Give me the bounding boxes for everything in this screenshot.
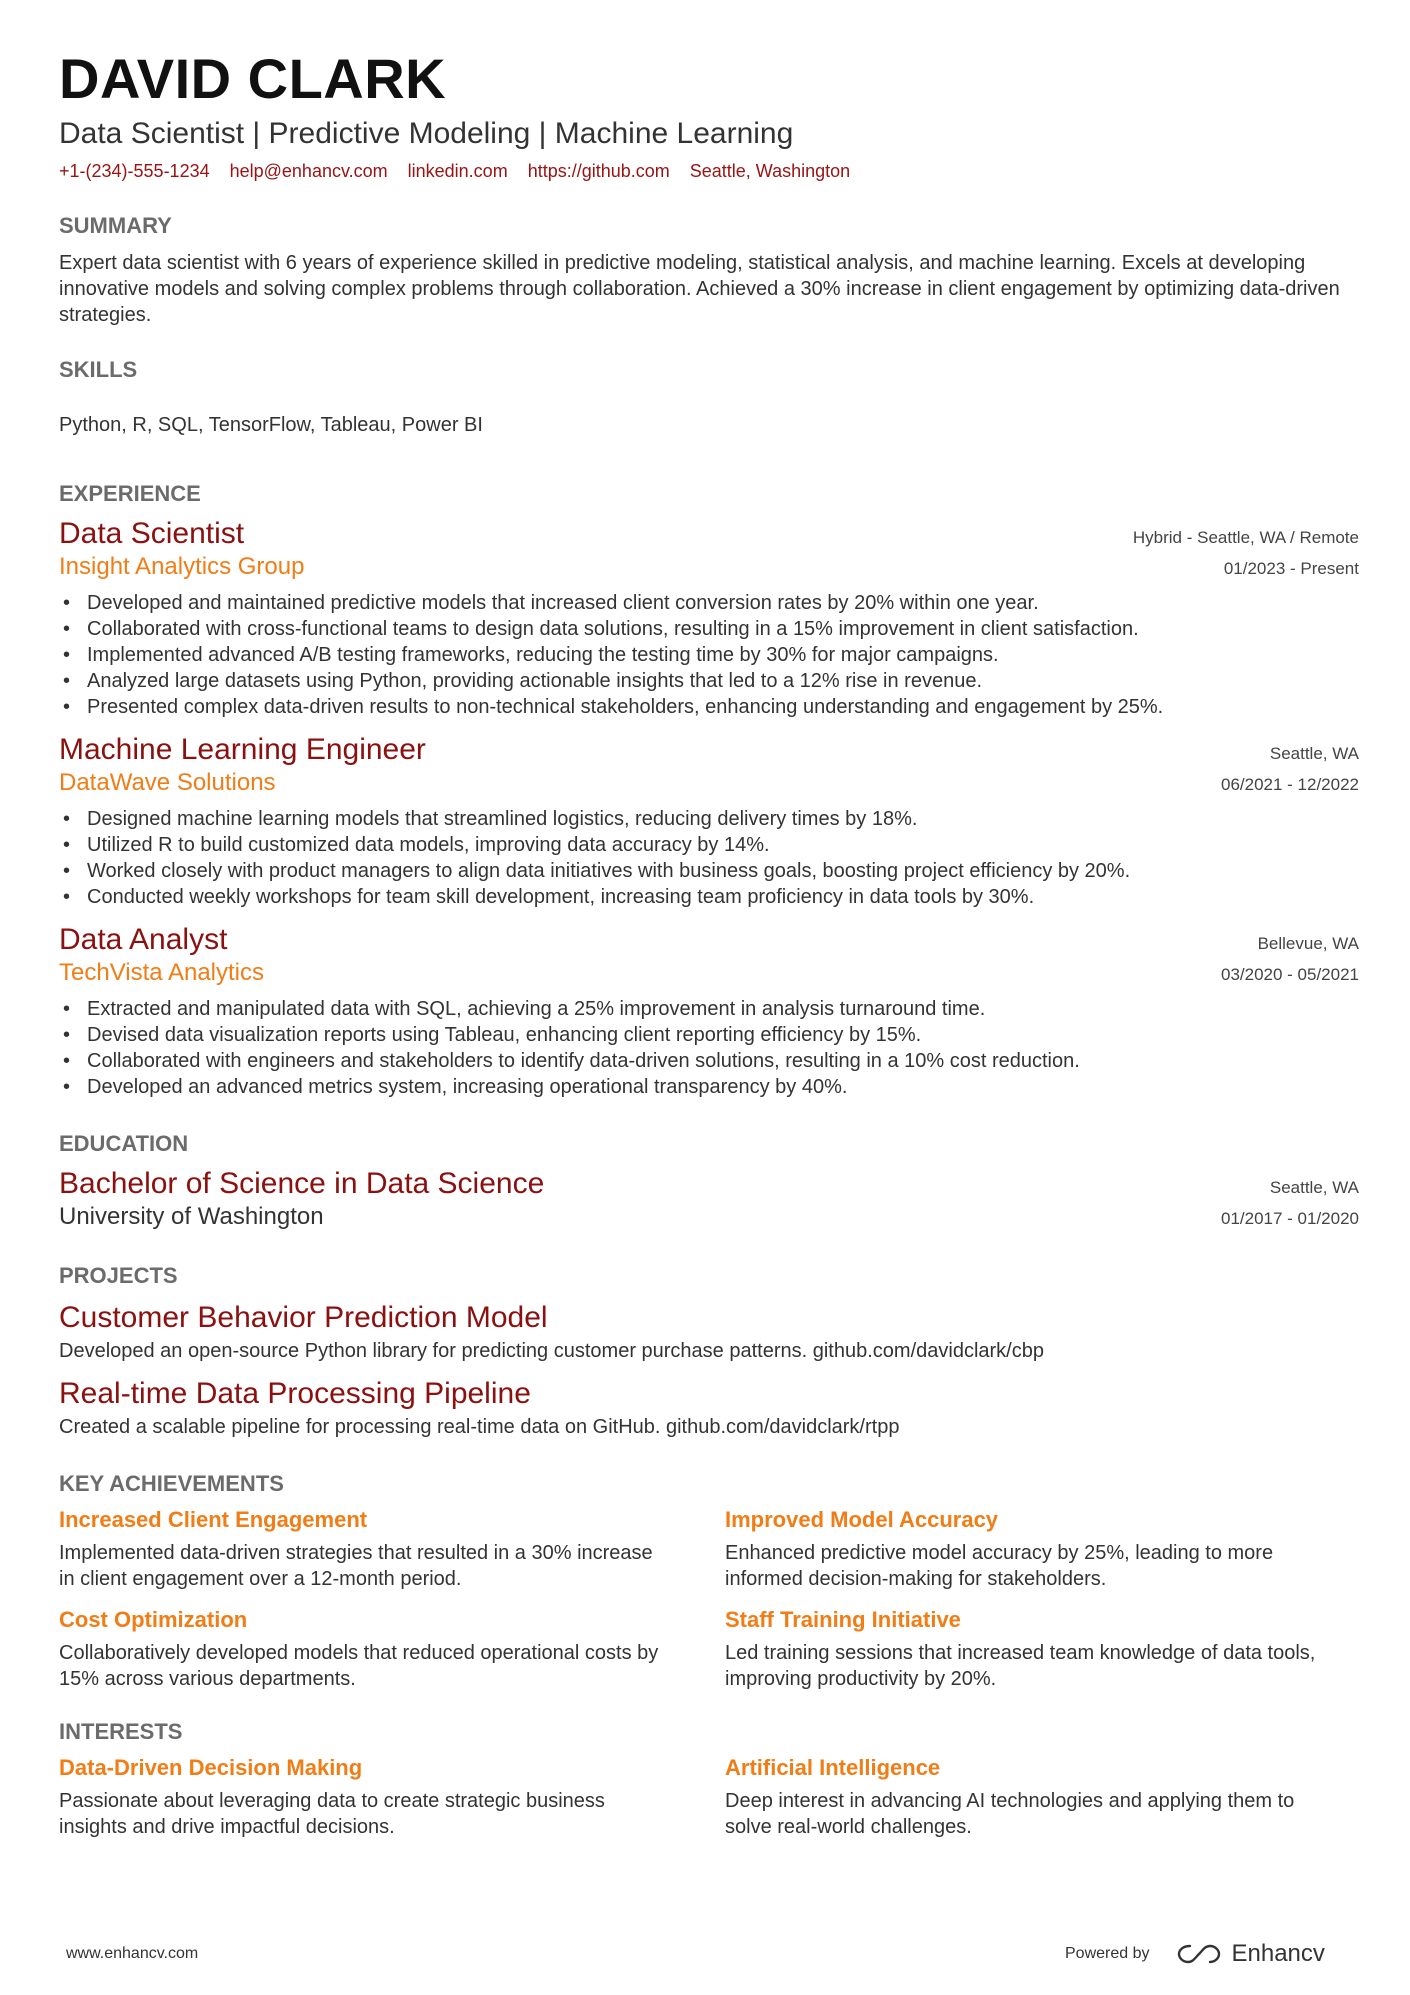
job-entry (59, 516, 1359, 720)
experience-heading: EXPERIENCE (59, 481, 201, 506)
job-bullets (59, 996, 1359, 1100)
contact-location: Seattle, Washington (689, 161, 851, 181)
interests-heading: INTERESTS (59, 1719, 183, 1744)
summary-heading: SUMMARY (59, 213, 172, 238)
achievement-description: Enhanced predictive model accuracy by 25%, leading to more informed decision-making for stakeholders. (725, 1542, 1274, 1590)
education-entry (59, 1166, 1359, 1232)
project-title: Customer Behavior Prediction Model (59, 1301, 548, 1334)
projects-heading: PROJECTS (59, 1263, 178, 1288)
achievement-description: Led training sessions that increased team knowledge of data tools, improving productivity by 20%. (725, 1642, 1316, 1690)
skills-heading: SKILLS (59, 357, 138, 382)
job-location: Bellevue, WA (1257, 934, 1359, 953)
job-title: Machine Learning Engineer (59, 733, 426, 766)
achievement-item (725, 1506, 1359, 1592)
job-bullet: • Implemented advanced A/B testing frameworks, reducing the testing time by 30% for major campaigns. (59, 642, 1359, 668)
interest-title: Artificial Intelligence (725, 1755, 941, 1780)
job-dates: 03/2020 - 05/2021 (1220, 965, 1359, 984)
interests-grid (59, 1754, 1359, 1840)
achievement-title: Staff Training Initiative (725, 1607, 961, 1632)
job-location: Seattle, WA (1269, 744, 1359, 763)
job-title: Data Scientist (59, 517, 245, 550)
resume-page (59, 44, 1359, 1840)
job-entry (59, 732, 1359, 910)
interest-description: Passionate about leveraging data to create strategic business insights and drive impactful decisions. (59, 1790, 605, 1838)
job-company: Insight Analytics Group (59, 553, 305, 580)
footer-website[interactable]: www.enhancv.com (66, 1945, 199, 1962)
education-heading: EDUCATION (59, 1131, 189, 1156)
achievement-description: Implemented data-driven strategies that resulted in a 30% increase in client engagement over a 12-month period. (59, 1542, 653, 1590)
job-bullet: • Presented complex data-driven results to non-technical stakeholders, enhancing understanding and engagement by 25%. (59, 694, 1359, 720)
job-bullets (59, 590, 1359, 720)
job-bullet: • Conducted weekly workshops for team skill development, increasing team proficiency in data tools by 30%. (59, 884, 1359, 910)
achievement-item (59, 1506, 725, 1592)
job-bullet: • Utilized R to build customized data models, improving data accuracy by 14%. (59, 832, 1359, 858)
achievements-grid (59, 1506, 1359, 1692)
education-degree: Bachelor of Science in Data Science (59, 1167, 545, 1200)
job-location: Hybrid - Seattle, WA / Remote (1132, 528, 1359, 547)
job-company: TechVista Analytics (59, 959, 264, 986)
contact-bar (59, 160, 1359, 182)
job-dates: 01/2023 - Present (1223, 559, 1359, 578)
achievement-item (725, 1606, 1359, 1692)
job-bullet: • Designed machine learning models that streamlined logistics, reducing delivery times by 18%. (59, 806, 1359, 832)
job-dates: 06/2021 - 12/2022 (1220, 775, 1359, 794)
project-title: Real-time Data Processing Pipeline (59, 1377, 531, 1410)
project-description: Created a scalable pipeline for processing real-time data on GitHub. github.com/davidclark/rtpp (59, 1416, 900, 1438)
job-bullet: • Developed and maintained predictive models that increased client conversion rates by 20% within one year. (59, 590, 1359, 616)
job-bullet: • Developed an advanced metrics system, increasing operational transparency by 40%. (59, 1074, 1359, 1100)
brand-logo[interactable] (1176, 1940, 1325, 1968)
job-bullet: • Extracted and manipulated data with SQL, achieving a 25% improvement in analysis turnaround time. (59, 996, 1359, 1022)
achievement-title: Improved Model Accuracy (725, 1507, 999, 1532)
education-school: University of Washington (59, 1203, 324, 1230)
contact-email[interactable]: help@enhancv.com (229, 161, 388, 181)
job-bullet: • Analyzed large datasets using Python, providing actionable insights that led to a 12% rise in revenue. (59, 668, 1359, 694)
candidate-name: DAVID CLARK (59, 47, 447, 110)
job-entry (59, 922, 1359, 1100)
contact-phone[interactable]: +1-(234)-555-1234 (59, 161, 210, 181)
interest-item (59, 1754, 725, 1840)
achievement-item (59, 1606, 725, 1692)
job-bullet: • Devised data visualization reports using Tableau, enhancing client reporting efficiency by 15%. (59, 1022, 1359, 1048)
summary-text: Expert data scientist with 6 years of experience skilled in predictive modeling, statistical analysis, and machine learning. Excels at developing innovative models and solving complex problems through collaboration. Achieved a 30% increase in client engagement by optimizing data-driven strategies. (59, 252, 1340, 326)
job-bullet: • Collaborated with engineers and stakeholders to identify data-driven solutions, resulting in a 10% cost reduction. (59, 1048, 1359, 1074)
achievement-title: Increased Client Engagement (59, 1507, 368, 1532)
achievements-heading: KEY ACHIEVEMENTS (59, 1471, 284, 1496)
contact-github[interactable]: https://github.com (527, 161, 670, 181)
job-bullet: • Worked closely with product managers to align data initiatives with business goals, boosting project efficiency by 20%. (59, 858, 1359, 884)
achievement-title: Cost Optimization (59, 1607, 248, 1632)
interest-description: Deep interest in advancing AI technologies and applying them to solve real-world challenges. (725, 1790, 1295, 1838)
job-bullet: • Collaborated with cross-functional teams to design data solutions, resulting in a 15% improvement in client satisfaction. (59, 616, 1359, 642)
project-description: Developed an open-source Python library for predicting customer purchase patterns. github.com/davidclark/cbp (59, 1340, 1044, 1362)
enhancv-logo-icon (1176, 1942, 1222, 1966)
interest-title: Data-Driven Decision Making (59, 1755, 363, 1780)
achievement-description: Collaboratively developed models that reduced operational costs by 15% across various departments. (59, 1642, 659, 1690)
skills-list: Python, R, SQL, TensorFlow, Tableau, Power BI (59, 414, 483, 436)
education-location: Seattle, WA (1269, 1178, 1359, 1197)
powered-by (1065, 1940, 1325, 1968)
job-title: Data Analyst (59, 923, 228, 956)
candidate-tagline: Data Scientist | Predictive Modeling | Machine Learning (59, 117, 794, 150)
contact-linkedin[interactable]: linkedin.com (407, 161, 508, 181)
job-bullets (59, 806, 1359, 910)
education-dates: 01/2017 - 01/2020 (1220, 1209, 1359, 1228)
brand-name: Enhancv (1231, 1940, 1325, 1967)
interest-item (725, 1754, 1359, 1840)
project-entry (59, 1300, 1359, 1364)
powered-by-label: Powered by (1065, 1945, 1150, 1962)
project-entry (59, 1376, 1359, 1440)
job-company: DataWave Solutions (59, 769, 276, 796)
